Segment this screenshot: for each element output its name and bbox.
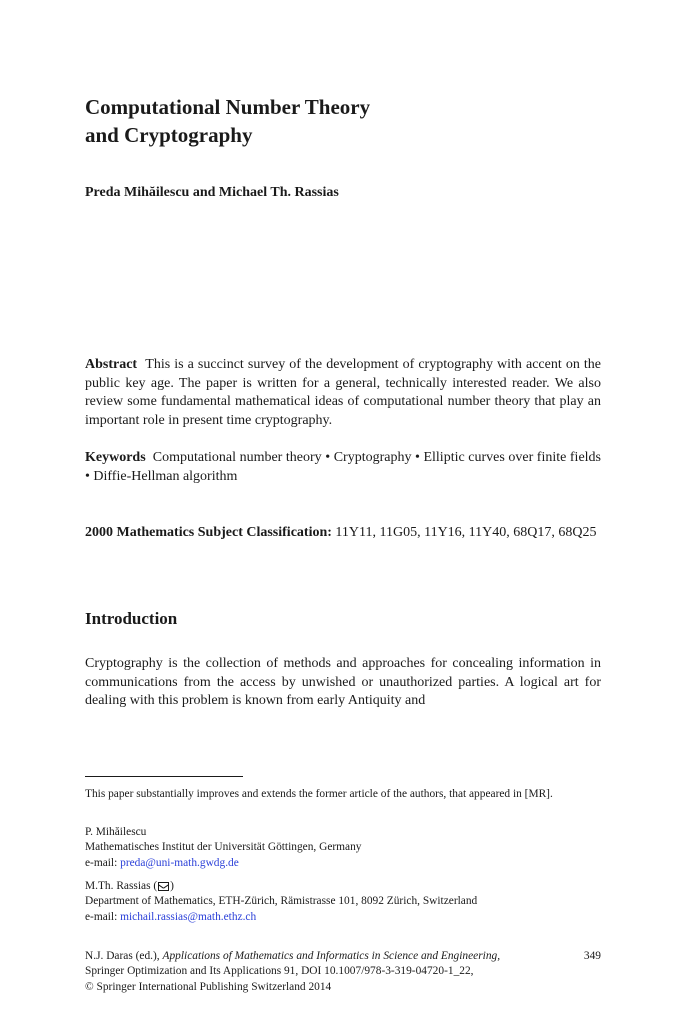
- email-label: e-mail:: [85, 856, 118, 869]
- abstract-label: Abstract: [85, 357, 138, 372]
- msc-codes: 11Y11, 11G05, 11Y16, 11Y40, 68Q17, 68Q25: [335, 525, 597, 540]
- email-link[interactable]: michail.rassias@math.ethz.ch: [120, 910, 257, 923]
- subject-classification: [85, 524, 601, 543]
- email-link[interactable]: preda@uni-math.gwdg.de: [120, 856, 239, 869]
- editor: N.J. Daras (ed.),: [85, 950, 160, 962]
- footnote-rule: [85, 776, 243, 777]
- affiliation-institute: Mathematisches Institut der Universität Göttingen, Germany: [85, 841, 362, 854]
- footnote: This paper substantially improves and extends the former article of the authors, that appeared in [MR].: [85, 788, 553, 800]
- abstract: [85, 356, 601, 430]
- introduction-text: Cryptography is the collection of methods and approaches for concealing information in communications from the access by unwished or unauthorized parties. A logical art for dealing with this problem is known from early Antiquity and: [85, 656, 601, 709]
- abstract-text: This is a succinct survey of the development of cryptography with accent on the public key age. The paper is written for a general, technically interested reader. We also review some fundamental mathematical ideas of computational number theory that play an important role in present time cryptography.: [85, 357, 601, 428]
- page-number: 349: [583, 950, 601, 962]
- affiliation-institute: Department of Mathematics, ETH-Zürich, Rämistrasse 101, 8092 Zürich, Switzerland: [85, 895, 478, 908]
- section-heading-introduction: Introduction: [85, 609, 178, 628]
- keywords-text: Computational number theory • Cryptography • Elliptic curves over finite fields • Diffie-Hellman algorithm: [85, 450, 601, 484]
- keywords: [85, 449, 601, 486]
- affiliation-name: M.Th. Rassias: [85, 880, 151, 892]
- copyright: © Springer International Publishing Switzerland 2014: [85, 980, 332, 993]
- affiliation-1: [85, 825, 601, 871]
- publication-series: Springer Optimization and Its Applications 91, DOI 10.1007/978-3-319-04720-1_22,: [85, 965, 474, 978]
- email-label: e-mail:: [85, 910, 118, 923]
- affiliation-email-row: [85, 856, 601, 871]
- title-line-1: Computational Number Theory: [85, 95, 371, 119]
- msc-label: 2000 Mathematics Subject Classification:: [85, 525, 332, 540]
- paper-title: [85, 93, 601, 149]
- affiliation-2: [85, 879, 601, 925]
- author-list: Preda Mihăilescu and Michael Th. Rassias: [85, 185, 339, 200]
- publication-line-1: [85, 949, 601, 964]
- title-line-2: and Cryptography: [85, 123, 253, 147]
- envelope-icon: [158, 882, 169, 891]
- affiliation-name: P. Mihăilescu: [85, 826, 147, 838]
- affiliation-name-row: M.Th. Rassias ( ): [85, 880, 174, 892]
- affiliation-email-row: [85, 910, 601, 925]
- keywords-label: Keywords: [85, 450, 146, 465]
- publication-info: [85, 949, 601, 995]
- book-title: Applications of Mathematics and Informatics in Science and Engineering,: [162, 950, 501, 962]
